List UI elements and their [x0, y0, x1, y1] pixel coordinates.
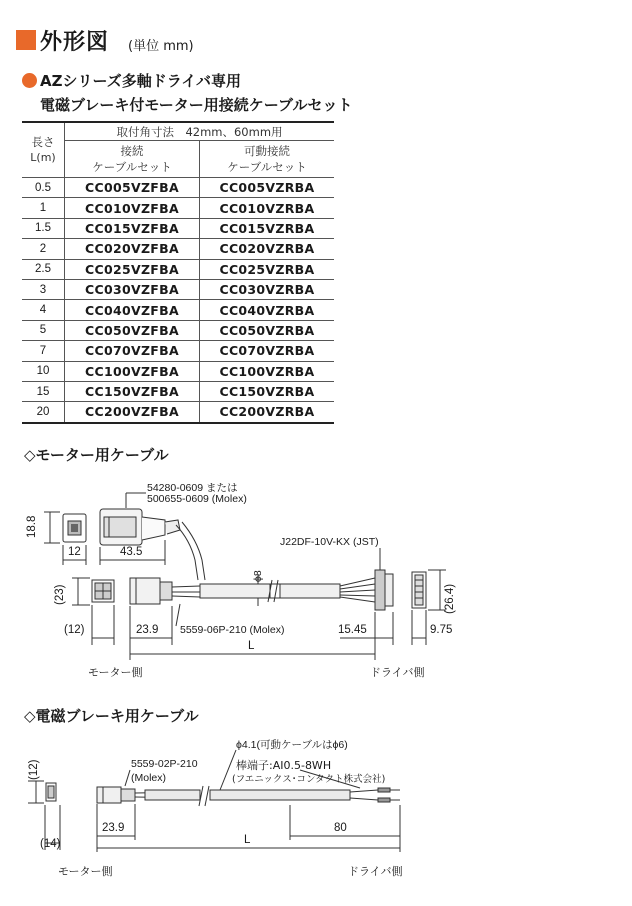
product-series: AZシリーズ多軸ドライバ専用 — [40, 72, 241, 90]
length-cell: 5 — [22, 320, 65, 340]
length-cell: 7 — [22, 341, 65, 361]
brake-motor-side-label: モーター側 — [58, 865, 113, 878]
flex-model-cell: CC025VZRBA — [200, 259, 335, 279]
dim-23-9: 23.9 — [136, 624, 159, 636]
fixed-model-cell: CC010VZFBA — [65, 198, 200, 218]
encoder-connector-label-1: 54280-0609 または — [147, 482, 238, 494]
brake-connector-label-1: 5559-02P-210 — [131, 758, 198, 770]
fixed-model-cell: CC015VZFBA — [65, 218, 200, 238]
length-cell: 0.5 — [22, 178, 65, 198]
driver-connector-label: J22DF-10V-KX (JST) — [280, 536, 379, 548]
dim-phi8: ϕ8 — [252, 570, 264, 582]
motor-cable-title: ◇モーター用ケーブル — [24, 446, 169, 464]
fixed-header-line1: 接続 — [120, 144, 144, 158]
flex-model-cell: CC005VZRBA — [200, 178, 335, 198]
flex-model-cell: CC070VZRBA — [200, 341, 335, 361]
length-header-line2: L(m) — [30, 151, 56, 164]
fixed-model-cell: CC100VZFBA — [65, 361, 200, 381]
flex-header-line1: 可動接続 — [244, 144, 290, 158]
flex-model-cell: CC015VZRBA — [200, 218, 335, 238]
motor-connector-end-view — [63, 514, 86, 542]
brake-dim-23-9: 23.9 — [102, 822, 125, 834]
dim-43-5: 43.5 — [120, 546, 143, 558]
brake-motor-connector — [97, 787, 135, 803]
brake-dim-80: 80 — [334, 822, 347, 834]
flex-model-cell: CC150VZRBA — [200, 381, 335, 401]
length-cell: 10 — [22, 361, 65, 381]
fixed-model-cell: CC040VZFBA — [65, 300, 200, 320]
motor-side-label: モーター側 — [88, 666, 143, 679]
dim-23: (23) — [54, 584, 66, 605]
mount-size-header: 取付角寸法 42mm、60mm用 — [65, 122, 335, 141]
brake-driver-side-label: ドライバ側 — [348, 865, 403, 878]
flex-model-cell: CC100VZRBA — [200, 361, 335, 381]
terminal-label-1: 棒端子:AI0.5-8WH — [236, 759, 332, 772]
flex-model-cell: CC030VZRBA — [200, 279, 335, 299]
length-header-line1: 長さ — [31, 135, 55, 149]
dim-12: 12 — [68, 546, 81, 558]
length-cell: 2.5 — [22, 259, 65, 279]
dim-15-45: 15.45 — [338, 624, 367, 636]
length-cell: 3 — [22, 279, 65, 299]
length-cell: 1 — [22, 198, 65, 218]
flex-header-line2: ケーブルセット — [227, 160, 307, 174]
dim-9-75: 9.75 — [430, 624, 453, 636]
page-title: 外形図 — [40, 30, 110, 55]
dim-L-motor: L — [248, 640, 255, 652]
fixed-model-cell: CC200VZFBA — [65, 402, 200, 423]
brake-dim-14: (14) — [40, 838, 61, 850]
dim-12-bottom: (12) — [64, 624, 85, 636]
length-cell: 1.5 — [22, 218, 65, 238]
fixed-model-cell: CC005VZFBA — [65, 178, 200, 198]
driver-connector-side — [375, 570, 393, 610]
encoder-connector-side-view — [100, 509, 180, 545]
driver-connector-end-view — [412, 572, 426, 608]
motor-side-connector — [130, 578, 172, 604]
flex-model-cell: CC050VZRBA — [200, 320, 335, 340]
flex-model-cell: CC040VZRBA — [200, 300, 335, 320]
unit-label: (単位 mm) — [128, 39, 194, 54]
encoder-connector-label-2: 500655-0609 (Molex) — [147, 493, 247, 505]
fixed-model-cell: CC070VZFBA — [65, 341, 200, 361]
driver-side-label: ドライバ側 — [370, 666, 425, 679]
brake-connector-end-view — [46, 783, 56, 801]
fixed-model-cell: CC150VZFBA — [65, 381, 200, 401]
fixed-model-cell: CC030VZFBA — [65, 279, 200, 299]
fixed-model-cell: CC050VZFBA — [65, 320, 200, 340]
length-cell: 2 — [22, 239, 65, 259]
dim-18-8: 18.8 — [26, 515, 38, 538]
length-cell: 4 — [22, 300, 65, 320]
flex-model-cell: CC020VZRBA — [200, 239, 335, 259]
brake-dim-phi: ϕ4.1(可動ケーブルはϕ6) — [236, 739, 348, 751]
length-cell: 15 — [22, 381, 65, 401]
dim-26-4: (26.4) — [444, 583, 456, 614]
terminal-label-2: (フエニックス･コンタクト株式会社) — [232, 774, 386, 785]
flex-model-cell: CC010VZRBA — [200, 198, 335, 218]
brake-dim-12: (12) — [28, 759, 40, 780]
fixed-model-cell: CC020VZFBA — [65, 239, 200, 259]
motor-connector-block — [92, 580, 114, 602]
product-name: 電磁ブレーキ付モーター用接続ケーブルセット — [40, 96, 353, 114]
length-cell: 20 — [22, 402, 65, 423]
brake-dim-L: L — [244, 834, 251, 846]
motor-connector-label: 5559-06P-210 (Molex) — [180, 624, 285, 636]
fixed-header-line2: ケーブルセット — [92, 160, 172, 174]
flex-model-cell: CC200VZRBA — [200, 402, 335, 423]
fixed-model-cell: CC025VZFBA — [65, 259, 200, 279]
brake-cable-title: ◇電磁ブレーキ用ケーブル — [24, 707, 199, 725]
brake-connector-label-2: (Molex) — [131, 772, 167, 784]
